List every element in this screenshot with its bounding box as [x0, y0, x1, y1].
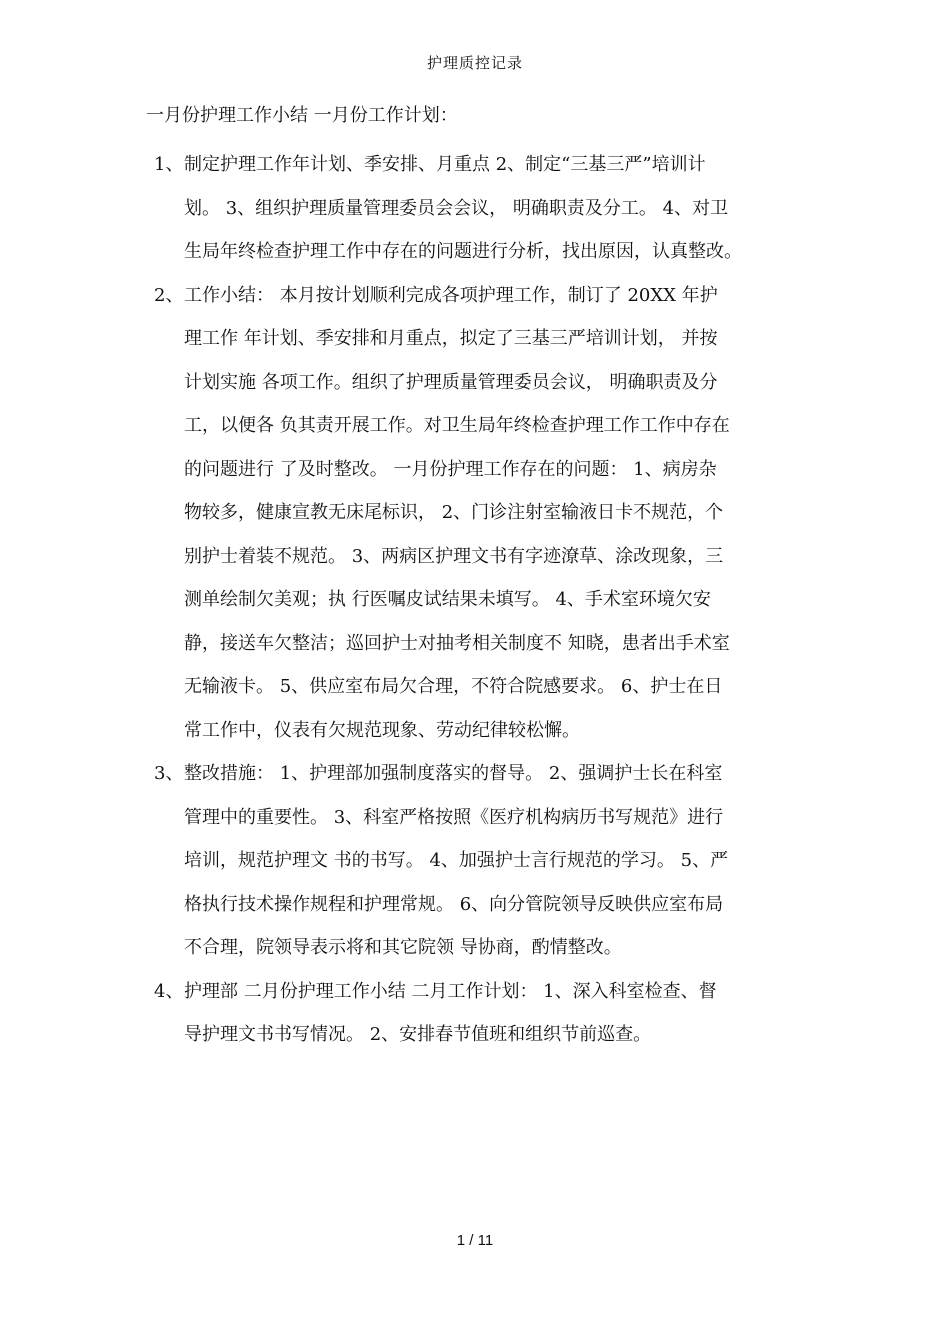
item-number: 4、 — [154, 980, 184, 1002]
page-number: 1 / 11 — [456, 1232, 494, 1249]
list-item-1 — [0, 143, 950, 274]
list-item-2 — [0, 274, 950, 753]
text-line: 测单绘制欠美观；执 行医嘱皮试结果未填写。 4、手术室环境欠安 — [184, 589, 711, 610]
text-line: 划。 3、组织护理质量管理委员会会议， 明确职责及分工。 4、对卫 — [184, 197, 729, 219]
page-header-title: 护理质控记录 — [426, 54, 523, 72]
item-text — [184, 752, 806, 970]
intro-heading: 一月份护理工作小结 一月份工作计划： — [146, 105, 458, 126]
text-line: 工作小结： 本月按计划顺利完成各项护理工作，制订了 20XX 年护 — [184, 284, 718, 306]
text-line: 计划实施 各项工作。组织了护理质量管理委员会议， 明确职责及分 — [184, 371, 718, 393]
text-line: 导护理文书书写情况。 2、安排春节值班和组织节前巡查。 — [184, 1024, 652, 1045]
item-list — [0, 143, 950, 1057]
list-item-4 — [0, 970, 950, 1057]
item-number: 2、 — [154, 284, 184, 306]
text-line: 静，接送车欠整洁；巡回护士对抽考相关制度不 知晓，患者出手术室 — [184, 632, 730, 654]
item-text — [184, 970, 806, 1057]
item-text — [184, 274, 806, 753]
text-line: 物较多，健康宣教无床尾标识， 2、门诊注射室输液日卡不规范，个 — [184, 502, 724, 523]
text-line: 工，以便各 负其责开展工作。对卫生局年终检查护理工作工作中存在 — [184, 415, 730, 436]
text-line: 常工作中，仪表有欠规范现象、劳动纪律较松懈。 — [184, 719, 580, 741]
text-line: 制定护理工作年计划、季安排、月重点 2、制定“三基三严”培训计 — [184, 154, 706, 175]
text-line: 无输液卡。 5、供应室布局欠合理，不符合院感要求。 6、护士在日 — [184, 676, 723, 697]
text-line: 别护士着装不规范。 3、两病区护理文书有字迹潦草、涂改现象，三 — [184, 545, 724, 567]
text-line: 的问题进行 了及时整改。 一月份护理工作存在的问题： 1、病房杂 — [184, 458, 717, 480]
list-item-3 — [0, 752, 950, 970]
item-text — [184, 143, 806, 274]
text-line: 生局年终检查护理工作中存在的问题进行分析，找出原因，认真整改。 — [184, 241, 742, 262]
text-line: 理工作 年计划、季安排和月重点，拟定了三基三严培训计划， 并按 — [184, 328, 718, 349]
item-number: 1、 — [154, 154, 184, 175]
text-line: 护理部 二月份护理工作小结 二月工作计划： 1、深入科室检查、督 — [184, 980, 717, 1002]
text-line: 整改措施： 1、护理部加强制度落实的督导。 2、强调护士长在科室 — [184, 763, 723, 784]
text-line: 培训，规范护理文 书的书写。 4、加强护士言行规范的学习。 5、严 — [184, 850, 729, 871]
text-line: 格执行技术操作规程和护理常规。 6、向分管院领导反映供应室布局 — [184, 893, 724, 915]
text-line: 管理中的重要性。 3、科室严格按照《医疗机构病历书写规范》进行 — [184, 806, 724, 828]
text-line: 不合理，院领导表示将和其它院领 导协商，酌情整改。 — [184, 937, 622, 958]
item-number: 3、 — [154, 763, 184, 784]
